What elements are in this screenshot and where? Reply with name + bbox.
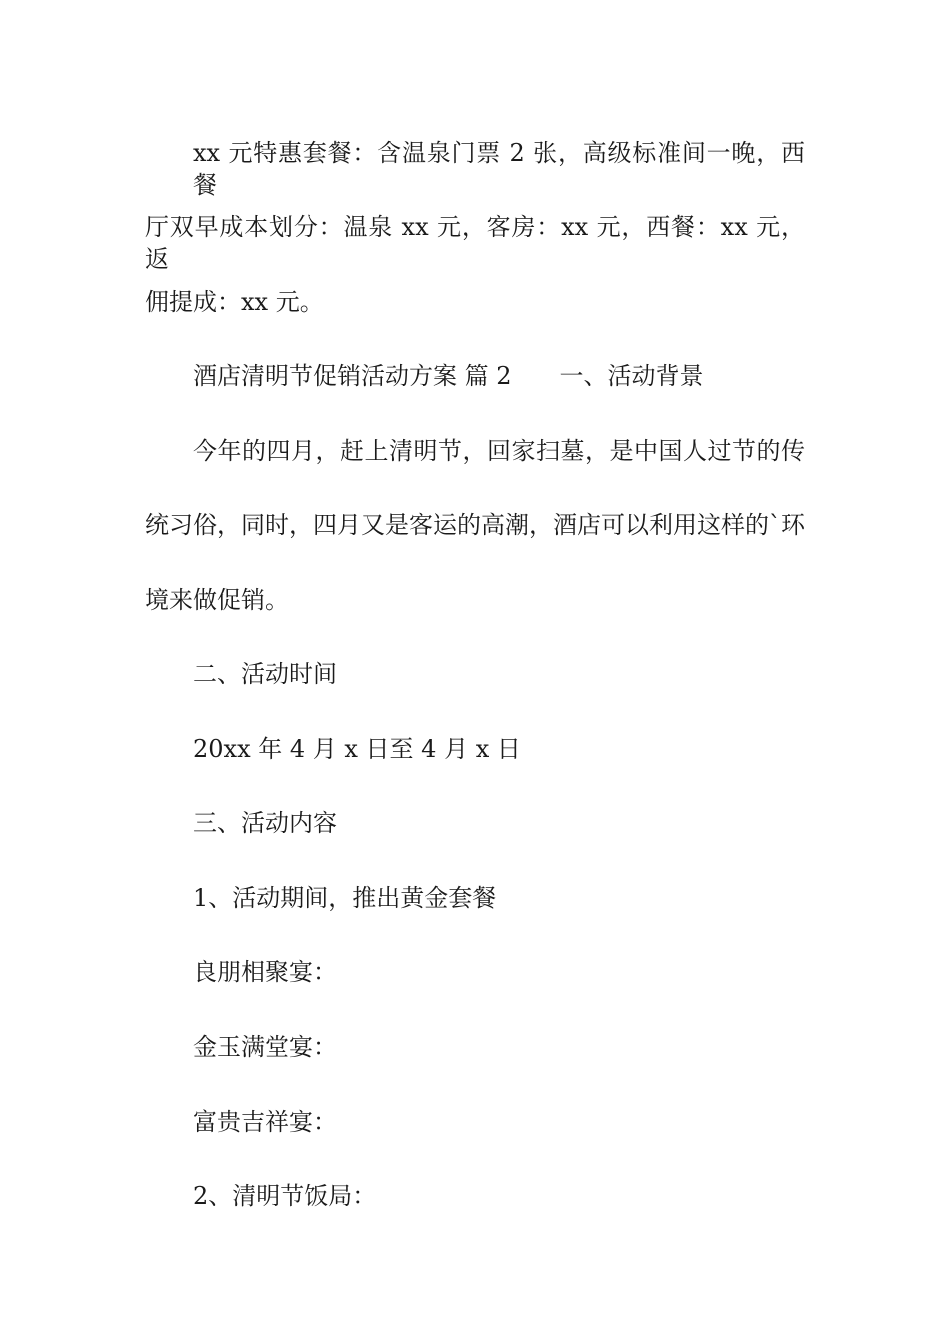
section-title xyxy=(193,360,704,392)
list-item: 1、活动期间，推出黄金套餐 xyxy=(193,884,497,912)
paragraph-line: 境来做促销。 xyxy=(145,586,289,614)
list-item: 金玉满堂宴： xyxy=(193,1033,337,1061)
heading-background: 一、活动背景 xyxy=(559,362,704,390)
paragraph-line: 统习俗，同时，四月又是客运的高潮，酒店可以利用这样的`环 xyxy=(145,511,805,539)
heading-content: 三、活动内容 xyxy=(193,809,337,837)
list-item: 良朋相聚宴： xyxy=(193,958,337,986)
list-item: 富贵吉祥宴： xyxy=(193,1108,337,1136)
paragraph-line: 20xx 年 4 月 x 日至 4 月 x 日 xyxy=(193,735,521,763)
heading-time: 二、活动时间 xyxy=(193,660,337,688)
paragraph-line: xx 元特惠套餐：含温泉门票 2 张，高级标准间一晚，西餐 xyxy=(193,139,805,199)
paragraph-line: 佣提成：xx 元。 xyxy=(145,288,324,316)
list-item: 2、清明节饭局： xyxy=(193,1182,377,1210)
article-title: 酒店清明节促销活动方案 篇 2 xyxy=(193,362,512,390)
paragraph-line: 今年的四月，赶上清明节，回家扫墓，是中国人过节的传 xyxy=(193,437,805,465)
paragraph-line: 厅双早成本划分：温泉 xx 元，客房：xx 元，西餐：xx 元，返 xyxy=(145,213,805,273)
